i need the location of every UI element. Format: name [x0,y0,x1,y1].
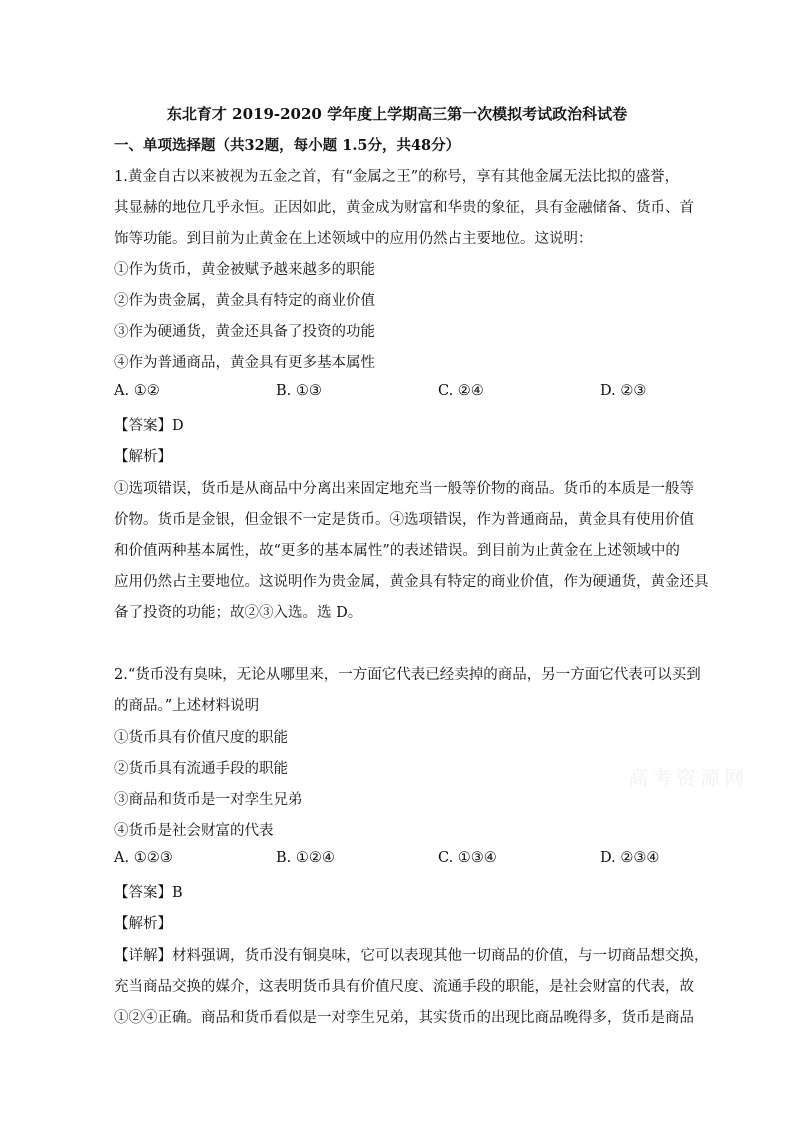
q1-option-c: C. ②④ [438,383,484,399]
q1-analysis-line: 备了投资的功能；故②③入选。选 D。 [114,605,363,621]
q1-statement: ①作为货币，黄金被赋予越来越多的职能 [114,262,375,278]
q1-option-a: A. ①② [114,383,160,399]
q2-stem-line: 2.“货币没有臭味，无论从哪里来，一方面它代表已经卖掉的商品，另一方面它代表可以买到 [114,667,701,683]
q1-analysis-line: 价物。货币是金银，但金银不一定是货币。④选项错误，作为普通商品，黄金具有使用价值 [114,512,694,528]
q2-statement: ③商品和货币是一对孪生兄弟 [114,792,303,808]
watermark: 高考资源网 [628,766,748,790]
q2-answer: 【答案】B [114,885,183,901]
q2-analysis-label: 【解析】 [114,916,172,932]
q2-statement: ①货币具有价值尺度的职能 [114,730,288,746]
q2-stem-line: 的商品。”上述材料说明 [114,698,260,714]
q1-answer: 【答案】D [114,418,184,434]
q1-stem-line: 饰等功能。到目前为止黄金在上述领域中的应用仍然占主要地位。这说明： [114,231,593,247]
q1-stem-line: 1.黄金自古以来被视为五金之首，有“金属之王”的称号，享有其他金属无法比拟的盛誉， [114,169,680,185]
q1-statement: ④作为普通商品，黄金具有更多基本属性 [114,355,375,371]
q2-option-c: C. ①③④ [438,850,497,866]
q2-option-b: B. ①②④ [276,850,335,866]
q1-analysis-line: 和价值两种基本属性，故“更多的基本属性”的表述错误。到目前为止黄金在上述领域中的 [114,543,680,559]
q1-option-d: D. ②③ [600,383,647,399]
q2-analysis-line: ①②④正确。商品和货币看似是一对孪生兄弟，其实货币的出现比商品晚得多，货币是商品 [114,1010,694,1026]
q2-option-a: A. ①②③ [114,850,173,866]
q2-option-d: D. ②③④ [600,850,660,866]
section-heading: 一、单项选择题（共32题，每小题 1.5分，共48分） [114,137,461,154]
q2-statement: ②货币具有流通手段的职能 [114,761,288,777]
q1-analysis-label: 【解析】 [114,449,172,465]
q1-analysis-line: 应用仍然占主要地位。这说明作为贵金属，黄金具有特定的商业价值，作为硬通货，黄金还具 [114,574,709,590]
q1-option-b: B. ①③ [276,383,322,399]
q1-statement: ③作为硬通货，黄金还具备了投资的功能 [114,324,375,340]
q2-analysis-line: 【详解】材料强调，货币没有铜臭味，它可以表现其他一切商品的价值，与一切商品想交换， [114,948,709,964]
document-title: 东北育才 2019-2020 学年度上学期高三第一次模拟考试政治科试卷 [166,105,628,123]
q1-analysis-line: ①选项错误，货币是从商品中分离出来固定地充当一般等价物的商品。货币的本质是一般等 [114,481,694,497]
q2-statement: ④货币是社会财富的代表 [114,823,274,839]
q1-stem-line: 其显赫的地位几乎永恒。正因如此，黄金成为财富和华贵的象征，具有金融储备、货币、首 [114,200,694,216]
q1-statement: ②作为贵金属，黄金具有特定的商业价值 [114,293,375,309]
q2-analysis-line: 充当商品交换的媒介，这表明货币具有价值尺度、流通手段的职能，是社会财富的代表，故 [114,979,694,995]
